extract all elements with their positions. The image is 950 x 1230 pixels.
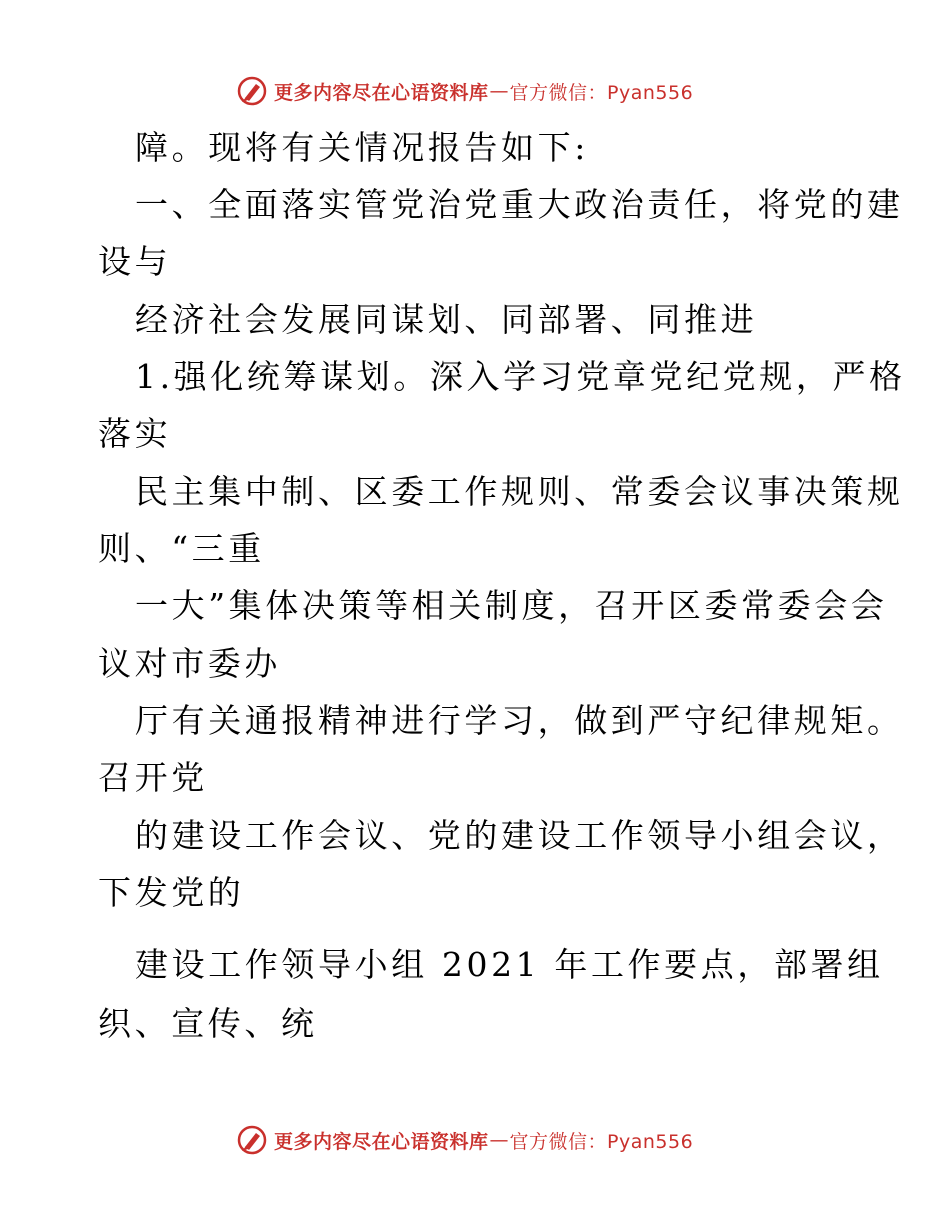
text-line: 民主集中制、区委工作规则、常委会议事决策规 bbox=[135, 472, 904, 511]
watermark-dash: — bbox=[489, 80, 509, 102]
text-line: 经济社会发展同谋划、同部署、同推进 bbox=[135, 300, 758, 339]
watermark-brand: 更多内容尽在心语资料库 bbox=[274, 1130, 489, 1153]
text-line: 的建设工作会议、党的建设工作领导小组会议， bbox=[135, 816, 904, 855]
text-line: 设与 bbox=[98, 242, 172, 281]
text-line: 一大”集体决策等相关制度，召开区委常委会会 bbox=[135, 586, 888, 625]
text-line: 召开党 bbox=[98, 758, 208, 797]
text-line: 厅有关通报精神进行学习，做到严守纪律规矩。 bbox=[135, 701, 904, 740]
pen-nib-circle-icon bbox=[236, 75, 268, 107]
watermark-suffix: 官方微信：Pyan556 bbox=[509, 81, 694, 104]
text-line: 织、宣传、统 bbox=[98, 1004, 318, 1043]
text-line: 落实 bbox=[98, 414, 172, 453]
text-line: 则、“三重 bbox=[98, 529, 265, 568]
pen-nib-circle-icon bbox=[236, 1124, 268, 1156]
text-line: 下发党的 bbox=[98, 873, 245, 912]
text-line: 议对市委办 bbox=[98, 644, 281, 683]
watermark-dash: — bbox=[489, 1129, 509, 1151]
text-line: 1.强化统筹谋划。深入学习党章党纪党规，严格 bbox=[135, 357, 906, 396]
text-line: 建设工作领导小组 2021 年工作要点，部署组 bbox=[135, 945, 884, 984]
watermark-brand: 更多内容尽在心语资料库 bbox=[274, 81, 489, 104]
text-line: 障。现将有关情况报告如下: bbox=[135, 128, 589, 167]
header-watermark bbox=[236, 73, 693, 109]
watermark-suffix: 官方微信：Pyan556 bbox=[509, 1130, 694, 1153]
footer-watermark bbox=[236, 1122, 693, 1158]
section-heading: 一、全面落实管党治党重大政治责任，将党的建 bbox=[135, 185, 904, 224]
